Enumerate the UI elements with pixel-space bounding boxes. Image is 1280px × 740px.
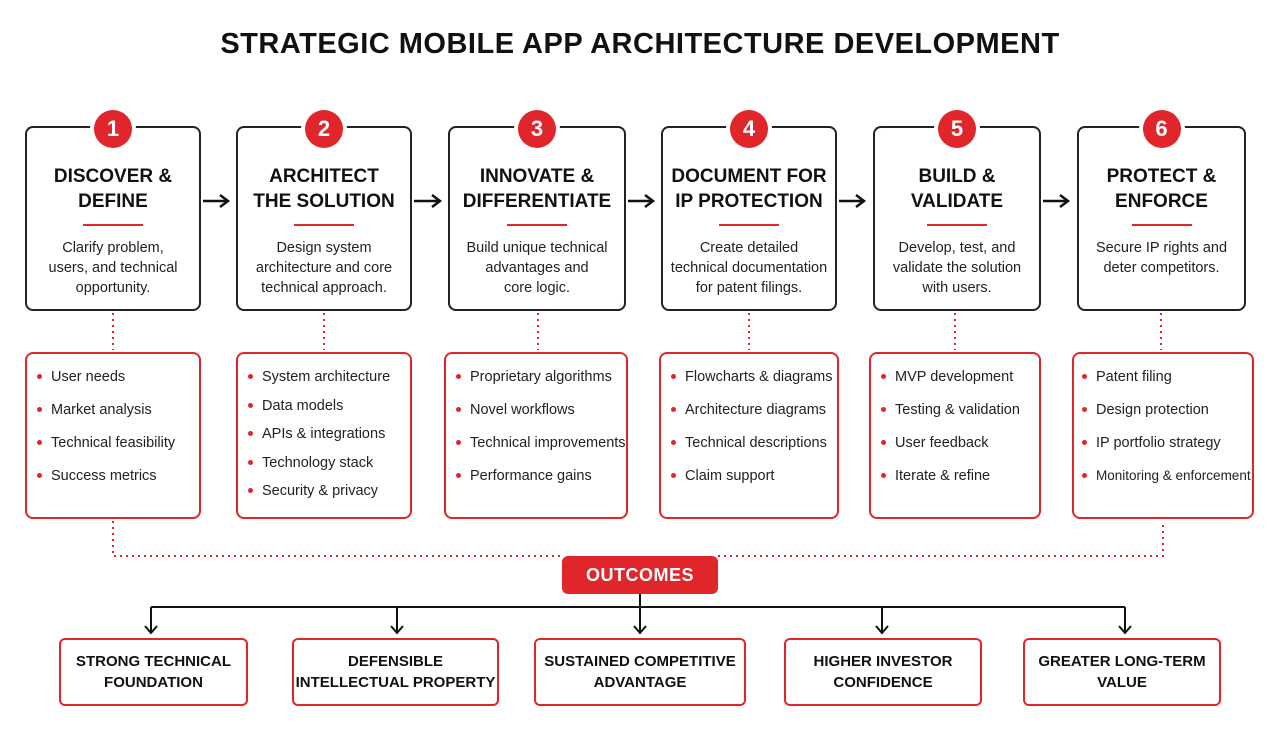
list-item: Patent filing [1096, 366, 1252, 399]
stage-2-number-badge: 2 [305, 110, 343, 148]
list-item: Novel workflows [470, 399, 626, 432]
stage-4-number-badge: 4 [730, 110, 768, 148]
stage-5-box [873, 116, 1041, 311]
stage-5-description: Develop, test, and validate the solution with users. [892, 240, 1022, 296]
outcome-technical-foundation [59, 638, 248, 706]
stage-4-details [659, 352, 839, 519]
outcomes-label: OUTCOMES [562, 556, 718, 594]
stage-2-description: Design system architecture and core technical approach. [255, 240, 393, 296]
stage-6-description: Secure IP rights and deter competitors. [1095, 240, 1228, 276]
outcome-intellectual-property [292, 638, 499, 706]
stage-1-description: Clarify problem, users, and technical opportunity. [48, 240, 178, 296]
stage-4-description: Create detailed technical documentation for patent filings. [670, 240, 828, 296]
stage-2-details [236, 352, 412, 519]
stage-5-divider [927, 224, 987, 226]
stage-6-details [1072, 352, 1254, 519]
list-item: Iterate & refine [895, 465, 1039, 498]
stage-2-box [236, 116, 412, 311]
list-item: Technology stack [262, 452, 410, 481]
stage-4-divider [719, 224, 779, 226]
list-item: Claim support [685, 465, 837, 498]
list-item: MVP development [895, 366, 1039, 399]
outcome-arrows [145, 594, 1131, 633]
list-item: System architecture [262, 366, 410, 395]
stage-3-divider [507, 224, 567, 226]
outcome-label: STRONG TECHNICAL FOUNDATION [76, 653, 231, 691]
stage-6-box [1077, 116, 1246, 311]
stage-2-title: ARCHITECT THE SOLUTION [253, 166, 395, 212]
list-item: Data models [262, 395, 410, 424]
list-item: Testing & validation [895, 399, 1039, 432]
list-item: User feedback [895, 432, 1039, 465]
stage-2-divider [294, 224, 354, 226]
stage-5-title: BUILD & VALIDATE [910, 166, 1004, 212]
outcome-investor-confidence [784, 638, 982, 706]
diagram-title: STRATEGIC MOBILE APP ARCHITECTURE DEVELOPMENT [220, 28, 1060, 60]
list-item: Market analysis [51, 399, 199, 432]
list-item: Security & privacy [262, 480, 410, 509]
stage-4-title: DOCUMENT FOR IP PROTECTION [671, 166, 827, 212]
list-item: Success metrics [51, 465, 199, 498]
list-item: Performance gains [470, 465, 626, 498]
stage-3-number-badge: 3 [518, 110, 556, 148]
stage-6-number-badge: 6 [1143, 110, 1181, 148]
outcome-bracket [113, 521, 1163, 556]
stage-1-number-badge: 1 [94, 110, 132, 148]
outcome-label: HIGHER INVESTOR CONFIDENCE [813, 653, 953, 691]
list-item: Flowcharts & diagrams [685, 366, 837, 399]
list-item: Technical descriptions [685, 432, 837, 465]
stage-3-details [444, 352, 628, 519]
stage-3-box [448, 116, 626, 311]
list-item: Technical improvements [470, 432, 626, 465]
stage-1-details [25, 352, 201, 519]
stage-3-title: INNOVATE & DIFFERENTIATE [462, 166, 612, 212]
stage-5-details [869, 352, 1041, 519]
list-item: Design protection [1096, 399, 1252, 432]
list-item: Monitoring & enforcement [1096, 465, 1252, 498]
stage-5-number-badge: 5 [938, 110, 976, 148]
list-item: IP portfolio strategy [1096, 432, 1252, 465]
list-item: User needs [51, 366, 199, 399]
stage-4-box [661, 116, 837, 311]
stage-6-divider [1132, 224, 1192, 226]
outcome-label: GREATER LONG-TERM VALUE [1038, 653, 1206, 691]
stage-1-box [25, 116, 201, 311]
list-item: Technical feasibility [51, 432, 199, 465]
outcome-label: SUSTAINED COMPETITIVE ADVANTAGE [544, 653, 736, 691]
list-item: Architecture diagrams [685, 399, 837, 432]
outcome-long-term-value [1023, 638, 1221, 706]
outcome-competitive-advantage [534, 638, 746, 706]
stage-1-divider [83, 224, 143, 226]
stage-1-title: DISCOVER & DEFINE [53, 166, 173, 212]
stage-6-title: PROTECT & ENFORCE [1106, 166, 1217, 212]
list-item: Proprietary algorithms [470, 366, 626, 399]
outcome-label: DEFENSIBLE INTELLECTUAL PROPERTY [295, 653, 496, 691]
stage-detail-dots [113, 313, 1161, 350]
stage-3-description: Build unique technical advantages and core logic. [466, 240, 608, 296]
list-item: APIs & integrations [262, 423, 410, 452]
